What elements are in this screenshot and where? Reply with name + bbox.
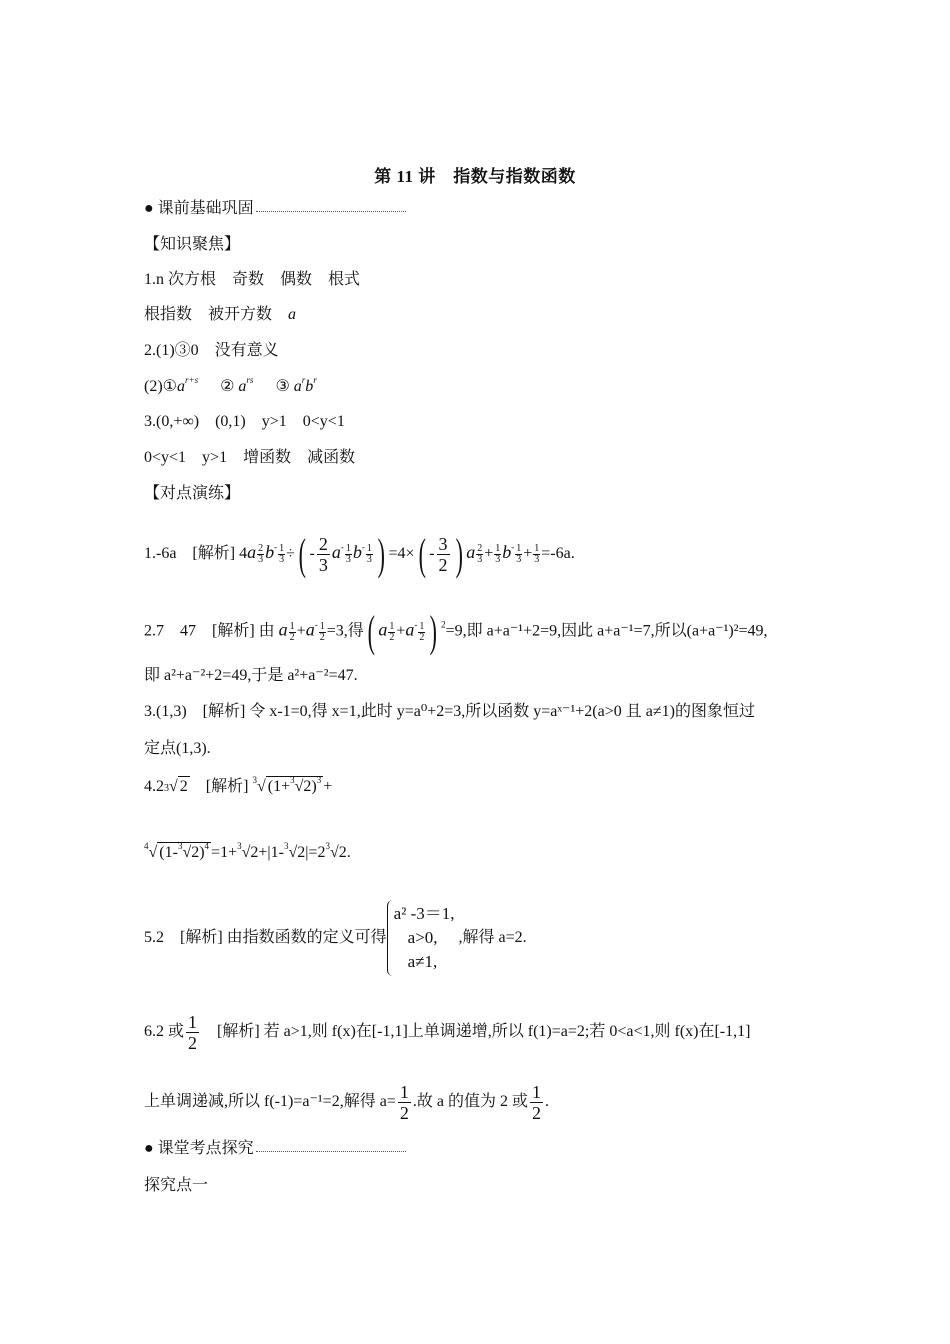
explore-point-1: 探究点一 bbox=[144, 1177, 209, 1194]
knowledge-header: 【知识聚焦】 bbox=[144, 236, 241, 253]
knowledge-item-2a: 2.(1)③0 没有意义 bbox=[144, 342, 279, 359]
practice-header: 【对点演练】 bbox=[144, 485, 241, 502]
practice-item-3-line2: 定点(1,3). bbox=[144, 740, 211, 757]
section-header-classroom: ● 课堂考点探究 bbox=[144, 1139, 406, 1159]
knowledge-item-3b: 0<y<1 y>1 增函数 减函数 bbox=[144, 449, 356, 466]
knowledge-item-1: 1.n 次方根 奇数 偶数 根式 bbox=[144, 271, 361, 288]
practice-item-5: 5.2 [解析] 由指数函数的定义可得 a² -3＝1, a>0, a≠1, ,解得 a=2. bbox=[144, 900, 527, 976]
practice-item-4: 4.23√ 2 [解析] $^3$√ $(1+^3√2)^3$ + bbox=[144, 775, 333, 795]
practice-item-3: 3.(1,3) [解析] 令 x-1=0,得 x=1,此时 y=a⁰+2=3,所以函数 y=aˣ⁻¹+2(a>0 且 a≠1)的图象恒过 bbox=[144, 703, 755, 720]
knowledge-item-3a: 3.(0,+∞) (0,1) y>1 0<y<1 bbox=[144, 413, 345, 430]
knowledge-item-1b: 根指数 被开方数 a bbox=[144, 306, 297, 323]
practice-item-2-line2: 即 a²+a⁻²+2=49,于是 a²+a⁻²=47. bbox=[144, 667, 358, 684]
practice-item-4-line2: $^4$√ $(1-^3√2)^4 =1+^3√2+|1-^3√2|=2^3√2$. bbox=[144, 841, 351, 861]
page-title: 第 11 讲 指数与指数函数 bbox=[374, 167, 576, 186]
practice-item-2: 2.7 47 [解析] 由 a $\frac{1}{2}$ +a- $\frac{1}{2}$ =3,得( a $\frac{1}{2}$ +a- $\frac{1}{2}$ ) $^2$=9,即 a+a⁻¹+2=9,因此 a+a⁻¹=7,所以(a+a⁻¹)²=49, bbox=[144, 607, 768, 656]
section-header-basics: ● 课前基础巩固 bbox=[144, 199, 406, 219]
practice-item-1: 1.-6a [解析] 4a $\frac{2}{3}$ b- $\frac{1}{3}$ ÷( - $\frac{2}{3}$ a- $\frac{1}{3}$ b- $\frac{1}{3}$ ) =4×( - $\frac{3}{2}$ ) a $\frac{2}{3}$ + $\frac{1}{3}$ b- $\frac{1}{3}$ + $\frac{1}{3}$ =-6a. bbox=[144, 529, 575, 579]
practice-item-6: 6.2 或 $\frac{1}{2}$ [解析] 若 a>1,则 f(x)在[-1,1]上单调递增,所以 f(1)=a=2;若 0<a<1,则 f(x)在[-1,1] bbox=[144, 1012, 751, 1053]
practice-item-6-line2: 上单调递减,所以 f(-1)=a⁻¹=2,解得 a= $\frac{1}{2}$ .故 a 的值为 2 或 $\frac{1}{2}$ . bbox=[144, 1082, 549, 1123]
knowledge-item-2b: $(2)①a^{r+s}$ ② $a^{rs}$ ③ $a^rb^r$ bbox=[144, 375, 317, 395]
equation-system: a² -3＝1, a>0, a≠1, bbox=[387, 900, 459, 976]
